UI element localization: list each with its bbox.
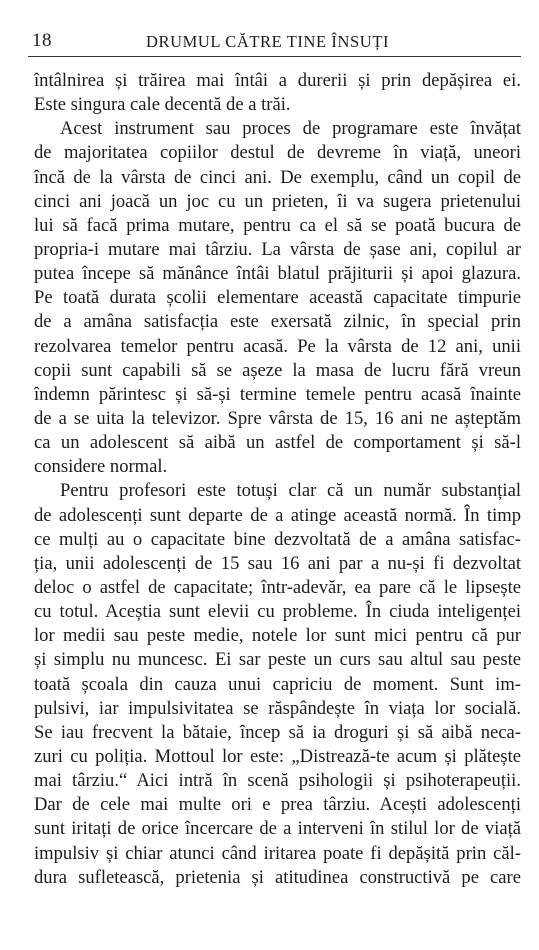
page-number: 18 [32,30,52,51]
text-line: Pe toată durata școlii elementare această capacitate timpurie [34,287,521,309]
text-line: Se iau frecvent la bătaie, încep să ia droguri și să aibă neca- [34,721,521,743]
text-line: de majoritatea copiilor destul de devreme în viață, uneori [34,142,521,164]
text-line: Dar de cele mai multe ori e prea târziu. Acești adolescenți [34,794,521,816]
text-line: lor medii sau peste medie, notele lor sunt mici pentru că pur [34,625,521,647]
body-text [34,69,521,890]
text-line: cu totul. Aceștia sunt elevii cu probleme. În ciuda inteligenței [34,601,521,623]
text-line: propria-i mutare mai târziu. La vârsta de șase ani, copilul ar [34,238,521,260]
text-line: cinci ani joacă un joc cu un prieten, îi va sugera prietenului [34,190,521,212]
text-line: Este singura cale decentă de a trăi. [34,94,291,116]
text-line: ția, unii adolescenți de 15 sau 16 ani par a nu-și fi dezvoltat [34,552,521,574]
text-line: de a amâna satisfacția este exersată zilnic, în special prin [34,311,521,333]
text-line: toată școala din cauza unui capriciu de moment. Sunt im- [34,673,521,695]
text-line: mai târziu.“ Aici intră în scenă psihologii și psihoterapeuții. [34,770,521,792]
text-line: dura sufletească, prietenia și atitudinea constructivă pe care [34,866,521,888]
text-line: pulsivi, iar impulsivitatea se răspândește în viața lor socială. [34,697,521,719]
text-line: zuri cu poliția. Mottoul lor este: „Distrează-te acum și plătește [34,745,521,767]
text-line: ce mulți au o capacitate bine dezvoltată de a amâna satisfac- [34,528,521,550]
text-line: ca un adolescent să aibă un astfel de comportament și să-l [34,432,521,454]
text-line: Pentru profesori este totuși clar că un număr substanțial [60,480,521,502]
text-line: putea începe să mănânce întâi blatul prăjiturii și apoi glazura. [34,263,521,285]
text-line: de adolescenți sunt departe de a atinge această normă. În timp [34,504,521,526]
text-line: îndemn părintesc și să-și termine temele pentru acasă înainte [34,383,521,405]
text-line: încă de la vârsta de cinci ani. De exemplu, când un copil de [34,166,521,188]
running-title: DRUMUL CĂTRE TINE ÎNSUȚI [146,32,390,51]
text-line: deloc o astfel de capacitate; într-adevăr, ea pare că le lipsește [34,576,521,598]
text-line: considere normal. [34,456,168,478]
text-line: Acest instrument sau proces de programare este învățat [60,118,521,140]
text-line: lui să facă prima mutare, pentru ca el să se poată bucura de [34,214,521,236]
text-line: copii sunt capabili să se așeze la masa de lucru fără vreun [34,359,521,381]
text-line: sunt iritați de orice încercare de a interveni în stilul lor de viață [34,818,521,840]
header-rule [28,56,521,57]
text-line: de a se uita la televizor. Spre vârsta de 15, 16 ani ne așteptăm [34,407,521,429]
text-line: și simplu nu muncesc. Ei sar peste un curs sau altul sau peste [34,649,521,671]
text-line: rezolvarea temelor pentru acasă. Pe la vârsta de 12 ani, unii [34,335,521,357]
text-line: impulsiv și chiar atunci când iritarea poate fi depășită prin căl- [34,842,521,864]
page-header [28,30,521,56]
text-line: întâlnirea și trăirea mai întâi a durerii și prin depășirea ei. [34,70,521,91]
